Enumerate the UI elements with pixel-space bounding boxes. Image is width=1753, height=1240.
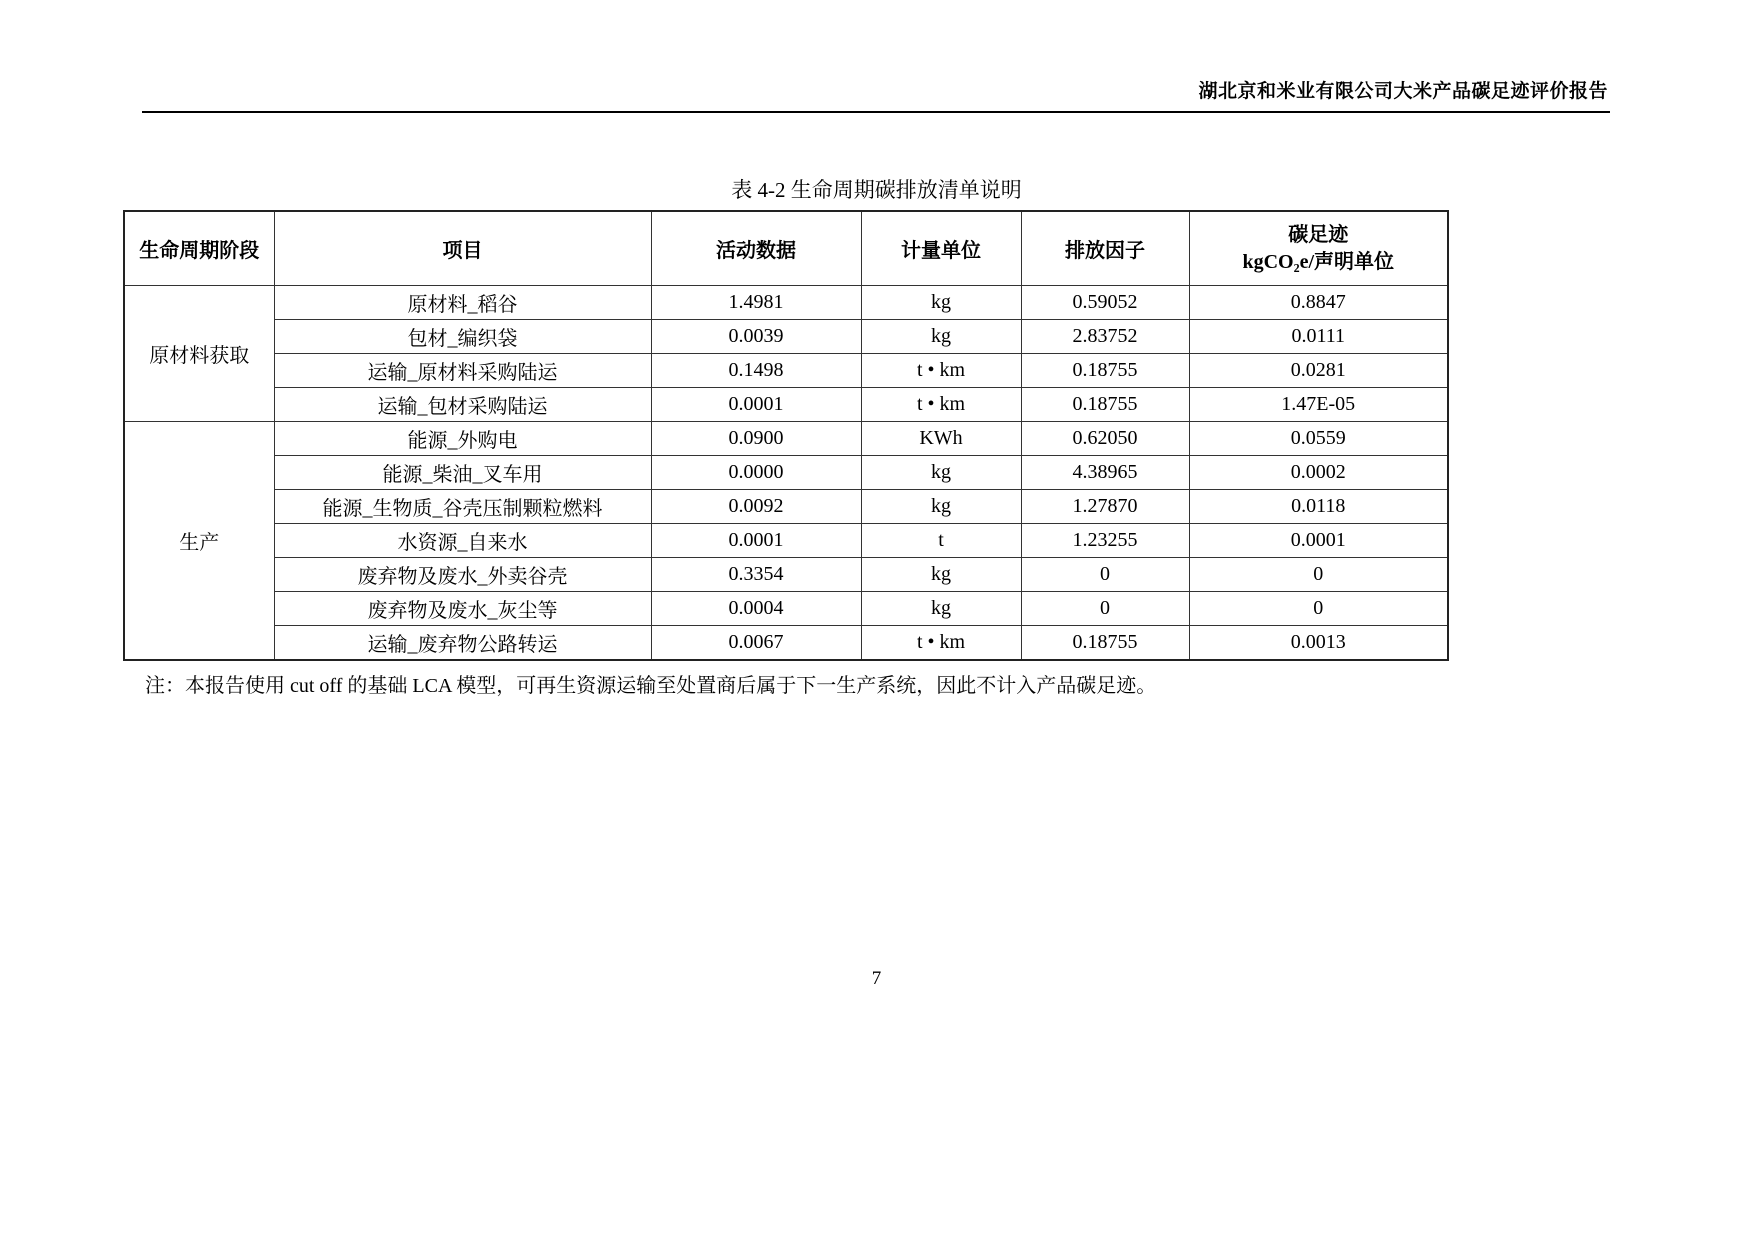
col-header-footprint xyxy=(1189,211,1448,286)
cell-unit: t • km xyxy=(861,354,1021,388)
table-row xyxy=(124,422,1448,456)
table-row xyxy=(124,592,1448,626)
cell-activity: 0.0001 xyxy=(651,524,861,558)
report-header-title: 湖北京和米业有限公司大米产品碳足迹评价报告 xyxy=(1198,81,1608,102)
cell-activity: 0.0039 xyxy=(651,320,861,354)
cell-unit: kg xyxy=(861,558,1021,592)
cell-unit: KWh xyxy=(861,422,1021,456)
cell-factor: 0.62050 xyxy=(1021,422,1189,456)
cell-factor: 1.23255 xyxy=(1021,524,1189,558)
cell-activity: 1.4981 xyxy=(651,286,861,320)
cell-item: 能源_柴油_叉车用 xyxy=(274,456,651,490)
page-number: 7 xyxy=(871,968,882,989)
col-header-footprint-line1: 碳足迹 xyxy=(1288,223,1349,246)
cell-factor: 0.18755 xyxy=(1021,354,1189,388)
cell-footprint: 0.0001 xyxy=(1189,524,1448,558)
col-header-footprint-line2: kgCO₂e/声明单位 xyxy=(1242,250,1395,273)
cell-activity: 0.0067 xyxy=(651,626,861,661)
cell-factor: 0 xyxy=(1021,558,1189,592)
stage-cell-production: 生产 xyxy=(124,422,274,661)
cell-unit: kg xyxy=(861,286,1021,320)
table-row xyxy=(124,456,1448,490)
cell-unit: t xyxy=(861,524,1021,558)
cell-activity: 0.0092 xyxy=(651,490,861,524)
cell-footprint: 0.0013 xyxy=(1189,626,1448,661)
cell-footprint: 0.0559 xyxy=(1189,422,1448,456)
cell-item: 包材_编织袋 xyxy=(274,320,651,354)
cell-item: 废弃物及废水_灰尘等 xyxy=(274,592,651,626)
cell-activity: 0.3354 xyxy=(651,558,861,592)
cell-item: 运输_包材采购陆运 xyxy=(274,388,651,422)
cell-footprint: 0.0002 xyxy=(1189,456,1448,490)
cell-item: 废弃物及废水_外卖谷壳 xyxy=(274,558,651,592)
table-row xyxy=(124,388,1448,422)
table-row xyxy=(124,558,1448,592)
cell-footprint: 0 xyxy=(1189,592,1448,626)
col-header-activity-data: 活动数据 xyxy=(651,211,861,286)
table-caption: 表 4-2 生命周期碳排放清单说明 xyxy=(731,178,1022,202)
cell-activity: 0.0001 xyxy=(651,388,861,422)
table-row xyxy=(124,286,1448,320)
table-row xyxy=(124,354,1448,388)
cell-unit: kg xyxy=(861,490,1021,524)
stage-cell-raw-material: 原材料获取 xyxy=(124,286,274,422)
cell-factor: 0.18755 xyxy=(1021,388,1189,422)
cell-item: 水资源_自来水 xyxy=(274,524,651,558)
cell-factor: 0.59052 xyxy=(1021,286,1189,320)
cell-factor: 0.18755 xyxy=(1021,626,1189,661)
col-header-stage: 生命周期阶段 xyxy=(124,211,274,286)
cell-factor: 4.38965 xyxy=(1021,456,1189,490)
table-row xyxy=(124,490,1448,524)
cell-footprint: 0 xyxy=(1189,558,1448,592)
cell-activity: 0.1498 xyxy=(651,354,861,388)
cell-item: 能源_生物质_谷壳压制颗粒燃料 xyxy=(274,490,651,524)
cell-unit: kg xyxy=(861,320,1021,354)
col-header-unit: 计量单位 xyxy=(861,211,1021,286)
cell-activity: 0.0000 xyxy=(651,456,861,490)
cell-item: 原材料_稻谷 xyxy=(274,286,651,320)
cell-factor: 1.27870 xyxy=(1021,490,1189,524)
cell-footprint: 0.0281 xyxy=(1189,354,1448,388)
cell-activity: 0.0004 xyxy=(651,592,861,626)
cell-footprint: 1.47E-05 xyxy=(1189,388,1448,422)
lca-inventory-table xyxy=(123,210,1449,661)
cell-item: 运输_原材料采购陆运 xyxy=(274,354,651,388)
cell-item: 运输_废弃物公路转运 xyxy=(274,626,651,661)
cell-item: 能源_外购电 xyxy=(274,422,651,456)
cell-factor: 0 xyxy=(1021,592,1189,626)
cell-footprint: 0.0118 xyxy=(1189,490,1448,524)
table-row xyxy=(124,626,1448,661)
col-header-item: 项目 xyxy=(274,211,651,286)
header-divider xyxy=(142,111,1610,113)
cell-footprint: 0.8847 xyxy=(1189,286,1448,320)
cell-unit: t • km xyxy=(861,626,1021,661)
col-header-emission-factor: 排放因子 xyxy=(1021,211,1189,286)
cell-factor: 2.83752 xyxy=(1021,320,1189,354)
cell-unit: t • km xyxy=(861,388,1021,422)
cell-footprint: 0.0111 xyxy=(1189,320,1448,354)
table-footnote: 注：本报告使用 cut off 的基础 LCA 模型，可再生资源运输至处置商后属于下一生产系统，因此不计入产品碳足迹。 xyxy=(145,675,1157,697)
cell-unit: kg xyxy=(861,592,1021,626)
table-row xyxy=(124,320,1448,354)
table-row xyxy=(124,524,1448,558)
cell-activity: 0.0900 xyxy=(651,422,861,456)
table-header-row xyxy=(124,211,1448,286)
cell-unit: kg xyxy=(861,456,1021,490)
